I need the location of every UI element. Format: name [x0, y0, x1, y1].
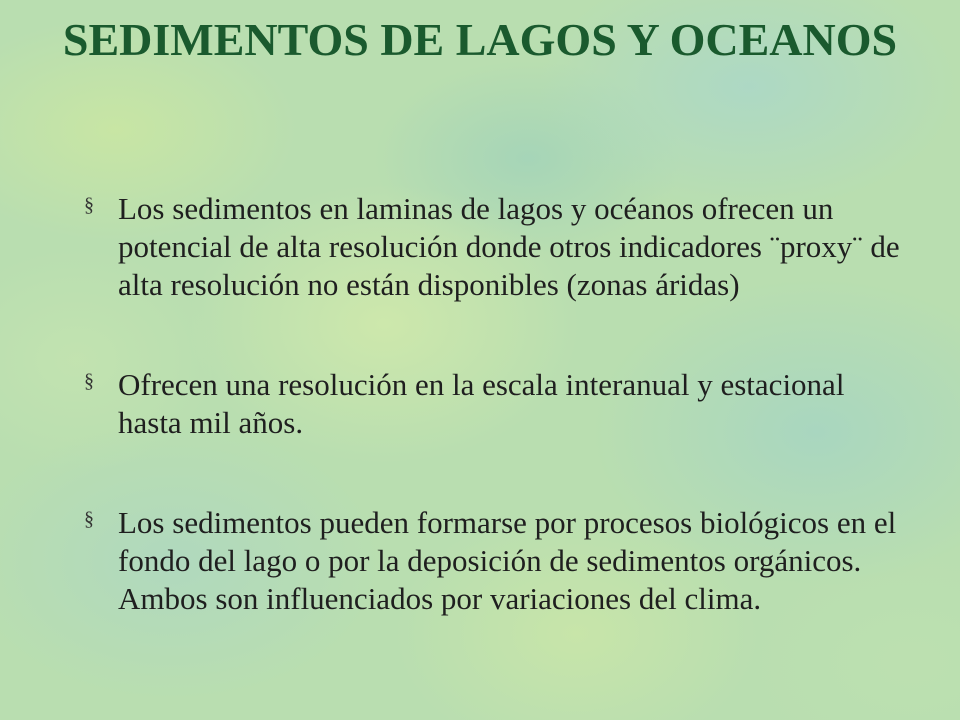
- bullet-marker-icon: §: [84, 194, 94, 216]
- bullet-item: [84, 366, 914, 442]
- bullet-text: Los sedimentos pueden formarse por procesos biológicos en el fondo del lago o por la deposición de sedimentos orgánicos. Ambos son influenciados por variaciones del clima.: [118, 505, 897, 616]
- bullet-marker-icon: §: [84, 508, 94, 530]
- bullet-item: [84, 504, 914, 618]
- bullet-list: [84, 190, 914, 618]
- bullet-text: Ofrecen una resolución en la escala interanual y estacional hasta mil años.: [118, 367, 845, 440]
- bullet-item: [84, 190, 914, 304]
- slide-title: SEDIMENTOS DE LAGOS Y OCEANOS: [62, 14, 898, 65]
- bullet-text: Los sedimentos en laminas de lagos y océanos ofrecen un potencial de alta resolución donde otros indicadores ¨proxy¨ de alta resolución no están disponibles (zonas áridas): [118, 191, 900, 302]
- bullet-marker-icon: §: [84, 370, 94, 392]
